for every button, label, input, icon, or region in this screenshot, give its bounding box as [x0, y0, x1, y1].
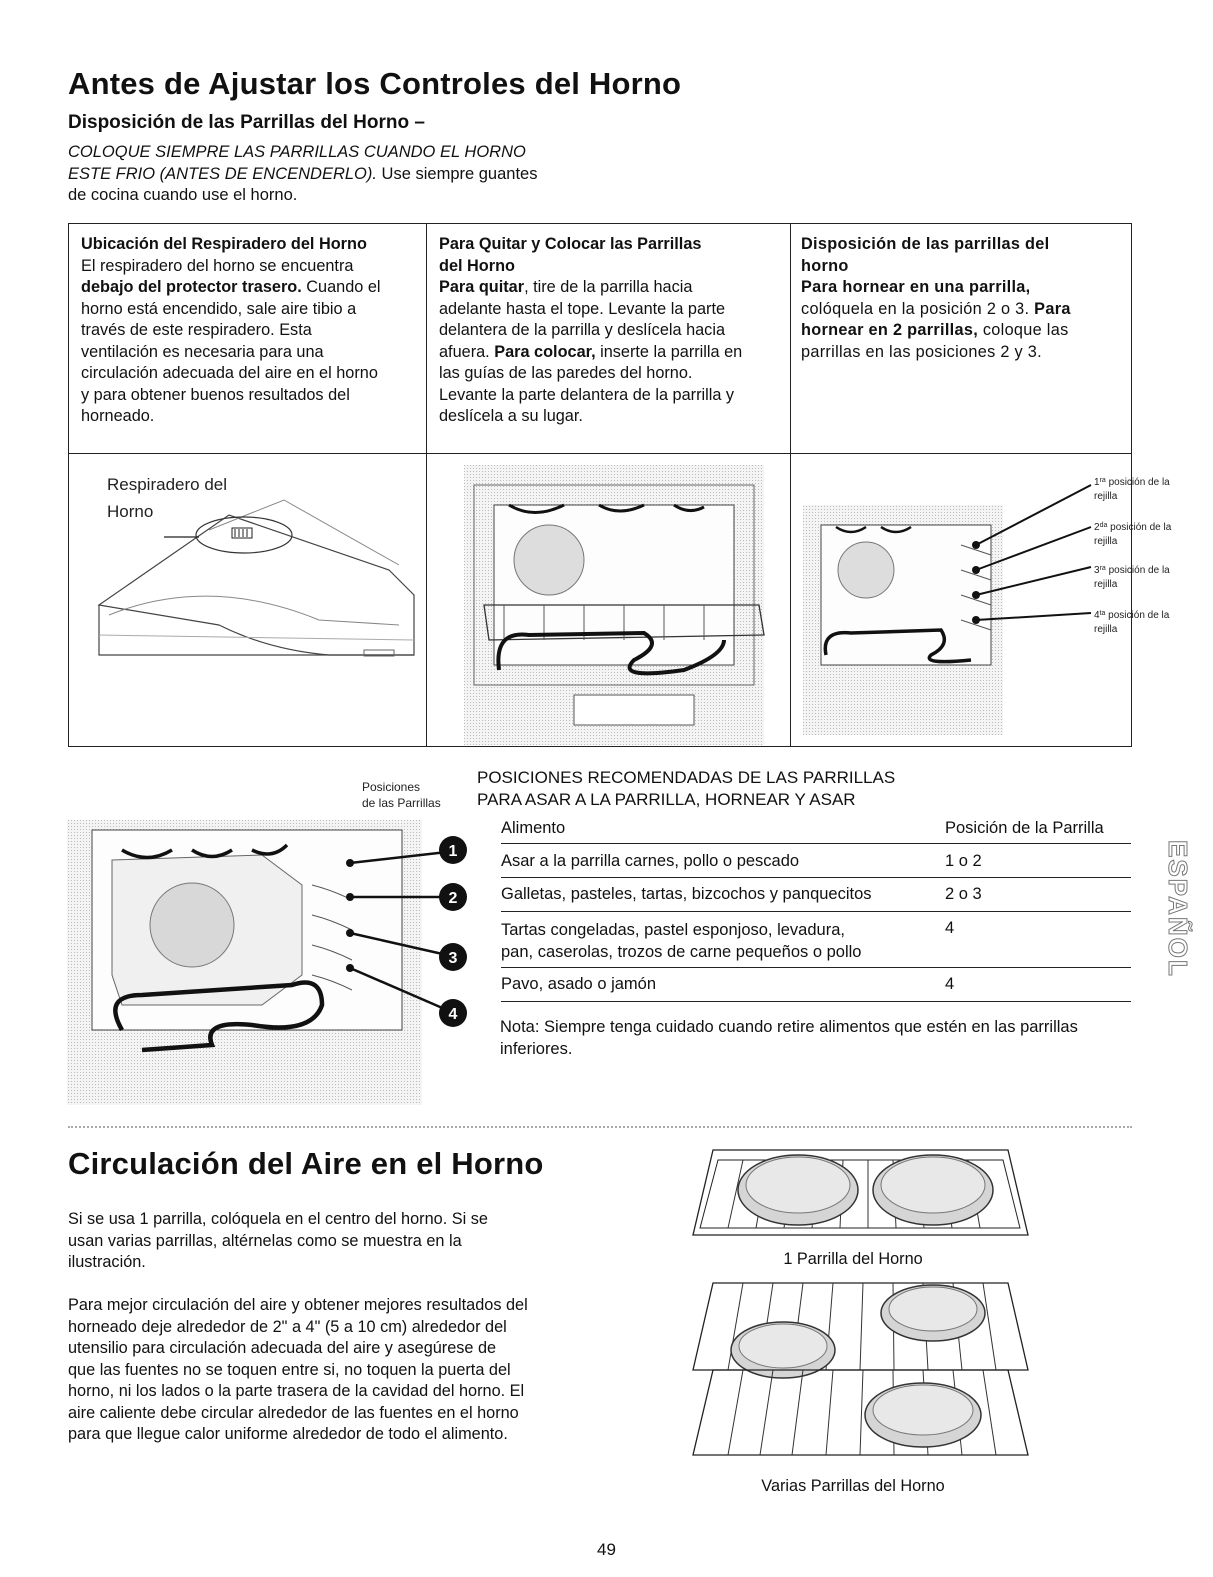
intro-italic-2: ESTE FRIO (ANTES DE ENCENDERLO).: [68, 164, 377, 183]
remove-line: inserte la parrilla en: [595, 342, 743, 361]
caption-single-rack: 1 Parrilla del Horno: [783, 1250, 923, 1268]
single-rack-illustration: [688, 1140, 1033, 1245]
vent-line: circulación adecuada del aire en el horno: [81, 364, 378, 382]
rack-removal-illustration: [464, 465, 764, 745]
callout-4: $4^{ta}$ posición de la: [1094, 610, 1170, 621]
grid-divider: [69, 453, 1131, 454]
table-rule: [501, 967, 1131, 968]
page-number: 49: [597, 1540, 616, 1559]
arrangement-bold: Para hornear en una parrilla,: [801, 278, 1031, 296]
table-row-3-food: [501, 919, 862, 963]
multiple-racks-illustration: [688, 1275, 1033, 1465]
arrangement-bold: Para: [1029, 299, 1071, 318]
arrangement-bold: hornear en 2 parrillas,: [801, 321, 979, 339]
positions-label-2: de las Parrillas: [362, 796, 441, 810]
table-row-2-pos: 2 o 3: [945, 885, 982, 903]
intro-text: [68, 142, 628, 207]
table-row-4-food: Pavo, asado o jamón: [501, 975, 657, 993]
circulation-line: Para mejor circulación del aire y obtener mejores resultados del: [68, 1296, 528, 1314]
remove-line: las guías de las paredes del horno.: [439, 364, 693, 382]
remove-line: adelante hasta el tope. Levante la parte: [439, 299, 726, 318]
table-row-2-food: Galletas, pasteles, tartas, bizcochos y panquecitos: [501, 885, 872, 903]
table-note-line1: Nota: Siempre tenga cuidado cuando retire alimentos que estén en las parrillas: [500, 1018, 1078, 1036]
vent-label-2: Horno: [107, 502, 154, 521]
replace-bold: Para colocar,: [494, 342, 596, 361]
circulation-line: ilustración.: [68, 1253, 146, 1271]
circulation-line: usan varias parrillas, altérnelas como se muestra en la: [68, 1231, 462, 1250]
table-rule: [501, 911, 1131, 912]
callout-4-line2: rejilla: [1094, 624, 1118, 635]
vent-line: horneado.: [81, 407, 155, 425]
circulation-line: horno, ni los lados o la parte trasera de la cavidad del horno. El: [68, 1382, 525, 1400]
remove-heading: del Horno: [439, 256, 515, 275]
section-subtitle: Disposición de las Parrillas del Horno –: [68, 112, 425, 133]
callout-3: $3^{ra}$ posición de la: [1094, 565, 1170, 576]
table-row-3-pos: 4: [945, 919, 955, 937]
side-tab-label: ESPAÑOL: [1163, 840, 1193, 978]
position-badge-4-label: 4: [448, 1006, 458, 1023]
section-divider: [68, 1126, 1132, 1128]
table-rule: [501, 1001, 1131, 1002]
col-food-header: Alimento: [501, 819, 566, 837]
position-badge-1-label: 1: [448, 843, 458, 860]
arrangement-line: parrillas en las posiciones 2 y 3.: [801, 342, 1042, 361]
table-row-1-food: Asar a la parrilla carnes, pollo o pescado: [501, 852, 800, 870]
circulation-line: que las fuentes no se toquen entre si, no toquen la puerta del: [68, 1360, 511, 1379]
vent-line: ventilación es necesaria para una: [81, 342, 324, 361]
remove-line: Levante la parte delantera de la parrilla y: [439, 385, 735, 404]
arrangement-heading: horno: [801, 256, 849, 275]
table-row-4-pos: 4: [945, 975, 955, 993]
table-rule: [501, 843, 1131, 844]
callout-2: $2^{da}$ posición de la: [1094, 522, 1172, 533]
intro-rest-2: de cocina cuando use el horno.: [68, 186, 298, 204]
table-title: [477, 767, 895, 811]
circulation-line: Si se usa 1 parrilla, colóquela en el centro del horno. Si se: [68, 1210, 488, 1228]
intro-italic-1: COLOQUE SIEMPRE LAS PARRILLAS CUANDO EL HORNO: [68, 143, 526, 161]
arrangement-heading: Disposición de las parrillas del: [801, 235, 1050, 253]
arrangement-line: coloque las: [978, 321, 1069, 339]
rack-arrangement-text: [801, 234, 1131, 363]
remove-line: deslícela a su lugar.: [439, 407, 583, 425]
intro-rest-1: Use siempre guantes: [376, 164, 538, 183]
rack-info-grid: [68, 223, 1172, 747]
caption-multiple-racks: Varias Parrillas del Horno: [761, 1477, 945, 1495]
remove-line: afuera.: [439, 342, 495, 361]
vent-line: y para obtener buenos resultados del: [81, 385, 350, 404]
callout-1-line2: rejilla: [1094, 491, 1118, 502]
table-rule: [501, 877, 1131, 878]
table-row-3-food-line2: pan, caserolas, trozos de carne pequeños o pollo: [501, 943, 862, 961]
vent-location-text: [81, 234, 421, 428]
rack-positions-callout-illustration: [791, 455, 1172, 745]
grid-divider: [426, 224, 427, 746]
positions-label-1: Posiciones: [362, 780, 421, 794]
circulation-line: para que llegue calor uniforme alrededor de todo el alimento.: [68, 1425, 508, 1443]
col-pos-header: Posición de la Parrilla: [945, 819, 1104, 837]
vent-bold: debajo del protector trasero.: [81, 278, 302, 296]
circulation-line: horneado deje alrededor de 2" a 4" (5 a 10 cm) alrededor del: [68, 1317, 507, 1336]
vent-line: Cuando el: [301, 278, 381, 296]
callout-3-line2: rejilla: [1094, 579, 1118, 590]
vent-heading: Ubicación del Respiradero del Horno: [81, 235, 367, 253]
vent-label-1: Respiradero del: [107, 475, 228, 494]
callout-2-line2: rejilla: [1094, 536, 1118, 547]
table-note-line2: inferiores.: [500, 1040, 573, 1058]
vent-line: través de este respiradero. Esta: [81, 321, 312, 339]
table-title-1: POSICIONES RECOMENDADAS DE LAS PARRILLAS: [477, 768, 896, 787]
page-title: Antes de Ajustar los Controles del Horno: [68, 66, 682, 101]
circulation-title: Circulación del Aire en el Horno: [68, 1146, 544, 1181]
circulation-paragraph-2: [68, 1295, 628, 1446]
position-badge-3-label: 3: [448, 950, 458, 967]
table-row-1-pos: 1 o 2: [945, 852, 982, 870]
table-row-3-food-line1: Tartas congeladas, pastel esponjoso, levadura,: [501, 921, 845, 939]
arrangement-line: colóquela en la posición 2 o 3.: [801, 299, 1030, 318]
remove-heading: Para Quitar y Colocar las Parrillas: [439, 235, 702, 253]
circulation-line: utensilio para circulación adecuada del aire y asegúrese de: [68, 1339, 497, 1357]
vent-illustration: [69, 455, 425, 745]
remove-bold: Para quitar: [439, 278, 525, 296]
vent-line: El respiradero del horno se encuentra: [81, 256, 354, 275]
callout-1: $1^{ra}$ posición de la: [1094, 477, 1170, 488]
circulation-line: aire caliente debe circular alrededor de las fuentes en el horno: [68, 1403, 519, 1422]
side-language-tab: [1150, 840, 1200, 978]
remove-line: , tire de la parrilla hacia: [524, 278, 693, 296]
circulation-paragraph-1: [68, 1209, 628, 1274]
table-title-2: PARA ASAR A LA PARRILLA, HORNEAR Y ASAR: [477, 790, 856, 809]
remove-line: delantera de la parrilla y deslícela hacia: [439, 321, 725, 339]
rack-positions-illustration: [62, 775, 472, 1110]
remove-replace-text: [439, 234, 789, 428]
position-badge-2-label: 2: [448, 890, 458, 907]
vent-line: horno está encendido, sale aire tibio a: [81, 299, 357, 318]
table-note: [500, 1016, 1078, 1060]
